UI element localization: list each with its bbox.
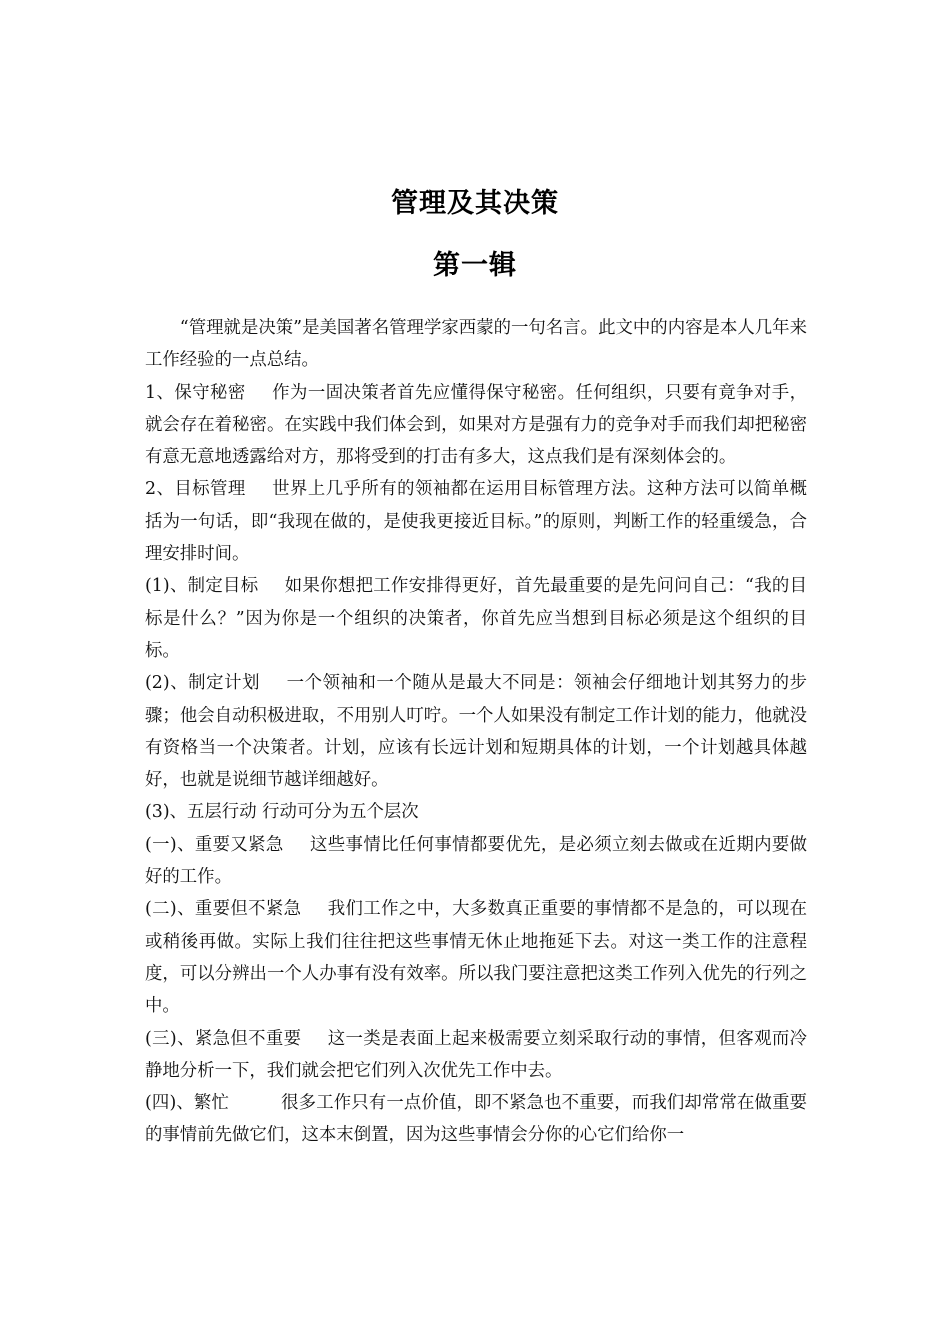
section-paragraph (145, 893, 807, 1022)
paragraph-text: 很多工作只有一点价值，即不紧急也不重要，而我们却常常在做重要的事情前先做它们，这本末倒置，因为这些事情会分你的心它们给你一 (145, 1093, 807, 1146)
section-heading: (一)、重要又紧急 (145, 834, 284, 855)
section-paragraph (145, 570, 807, 667)
paragraph-text: 世界上几乎所有的领袖都在运用目标管理方法。这种方法可以简单概括为一句话，即“我现在做的，是使我更接近目标。”的原则，判断工作的轻重缓急，合理安排时间。 (145, 479, 807, 565)
section-heading: 2、目标管理 (145, 479, 246, 500)
paragraph-text: 这些事情比任何事情都要优先，是必须立刻去做或在近期内要做好的工作。 (145, 834, 807, 888)
section-heading: (二)、重要但不紧急 (145, 899, 302, 920)
document-subtitle: 第一辑 (433, 250, 517, 281)
section-heading: (2)、制定计划 (145, 673, 261, 694)
paragraph-text: 我们工作之中，大多数真正重要的事情都不是急的，可以现在或稍後再做。实际上我们往往把这些事情无休止地拖延下去。对这一类工作的注意程度，可以分辨出一个人办事有没有效率。所以我门要注意把这类工作列入优先的行列之中。 (145, 899, 807, 1017)
section-paragraph (145, 377, 807, 474)
intro-paragraph (145, 312, 807, 377)
paragraph-text: 行动可分为五个层次 (262, 802, 419, 823)
section-heading: (3)、五层行动 (145, 802, 257, 823)
section-paragraph (145, 473, 807, 570)
section-paragraph (145, 667, 807, 796)
paragraph-text: 这一类是表面上起来极需要立刻采取行动的事情，但客观而冷静地分析一下，我们就会把它们列入次优先工作中去。 (145, 1028, 807, 1081)
paragraph-text: 作为一固决策者首先应懂得保守秘密。任何组织，只要有竟争对手，就会存在着秘密。在实践中我们体会到，如果对方是强有力的竞争对手而我们却把秘密有意无意地透露给对方，那将受到的打击有多大，这点我们是有深刻体会的。 (145, 382, 807, 468)
document-title: 管理及其决策 (391, 188, 559, 219)
paragraph-text: 一个领袖和一个随从是最大不同是：领袖会仔细地计划其努力的步骤；他会自动积极进取，不用别人叮咛。一个人如果没有制定工作计划的能力，他就没有资格当一个决策者。计划，应该有长远计划和短期具体的计划，一个计划越具体越好，也就是说细节越详细越好。 (145, 673, 807, 791)
section-paragraph (145, 829, 807, 894)
section-heading: 1、保守秘密 (145, 382, 246, 403)
section-heading: (三)、紧急但不重要 (145, 1028, 302, 1049)
section-paragraph (145, 1087, 807, 1152)
document-body (145, 312, 807, 1152)
paragraph-text: 如果你想把工作安排得更好，首先最重要的是先问问自己：“我的目标是什么？”因为你是一个组织的决策者，你首先应当想到目标必须是这个组织的目标。 (145, 576, 807, 661)
section-heading: (1)、制定目标 (145, 576, 259, 597)
section-heading: (四)、繁忙 (145, 1093, 229, 1114)
section-paragraph (145, 796, 807, 828)
paragraph-text: “管理就是决策”是美国著名管理学家西蒙的一句名言。此文中的内容是本人几年来工作经验的一点总结。 (145, 318, 807, 371)
section-paragraph (145, 1023, 807, 1088)
